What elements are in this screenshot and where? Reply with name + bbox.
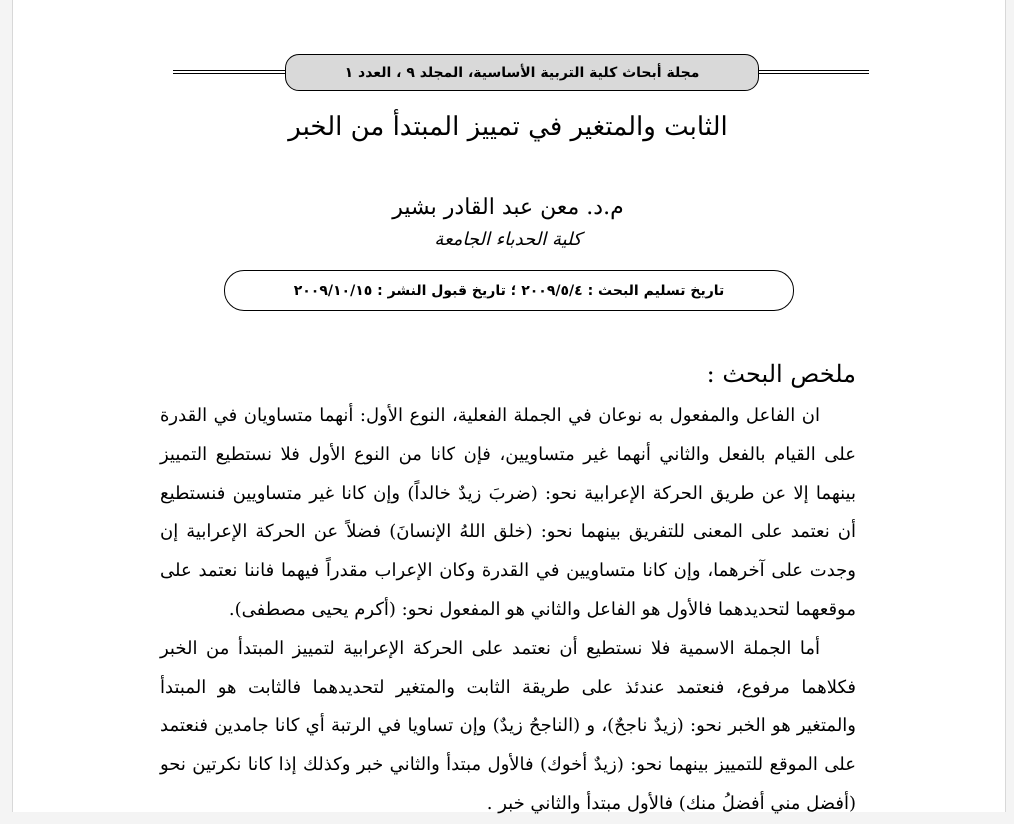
author-name: م.د. معن عبد القادر بشير [392,195,624,220]
journal-header [173,54,869,91]
abstract-body [160,397,856,824]
abstract-heading: ملخص البحث : [706,360,856,388]
abstract-paragraph: أما الجملة الاسمية فلا نستطيع أن نعتمد على الحركة الإعرابية لتمييز المبتدأ من الخبر فكلاهما مرفوع، فنعتمد عندئذ على طريقة الثابت والمتغير لتحديدهما فالثابت هو المبتدأ والمتغير هو الخبر نحو: (زيدٌ ناجحٌ)، و (الناجحُ زيدٌ) وإن تساويا في الرتبة أي كانا جامدين فنعتمد على الموقع للتمييز بينهما نحو: (زيدٌ أخوك) فالأول مبتدأ والثاني خبر وكذلك إذا كانا نكرتين نحو (أفضل مني أفضلُ منك) فالأول مبتدأ والثاني خبر . [160,637,856,814]
author-affiliation: كلية الحدباء الجامعة [434,229,582,250]
journal-name: مجلة أبحاث كلية التربية الأساسية، المجلد ٩ ، العدد ١ [285,54,759,91]
paper-title: الثابت والمتغير في تمييز المبتدأ من الخبر [288,112,728,142]
submission-dates: تاريخ تسليم البحث : ٢٠٠٩/٥/٤ ؛ تاريخ قبول النشر : ٢٠٠٩/١٠/١٥ [224,270,794,311]
abstract-paragraph: ان الفاعل والمفعول به نوعان في الجملة الفعلية، النوع الأول: أنهما متساويان في القدرة على القيام بالفعل والثاني أنهما غير متساويين، فإن كانا من النوع الأول فلا نستطيع التمييز بينهما إلا عن طريق الحركة الإعرابية نحو: (ضربَ زيدٌ خالداً) وإن كانا غير متساويين فنستطيع أن نعتمد على المعنى للتفريق بينهما نحو: (خلق اللهُ الإنسانَ) فضلاً عن الحركة الإعرابية إن وجدت على آخرهما، وإن كانا متساويين في القدرة وكان الإعراب مقدراً فيهما فاننا نعتمد على موقعهما لتحديدهما فالأول هو الفاعل والثاني هو المفعول نحو: (أكرم يحيى مصطفى). [160,405,856,620]
